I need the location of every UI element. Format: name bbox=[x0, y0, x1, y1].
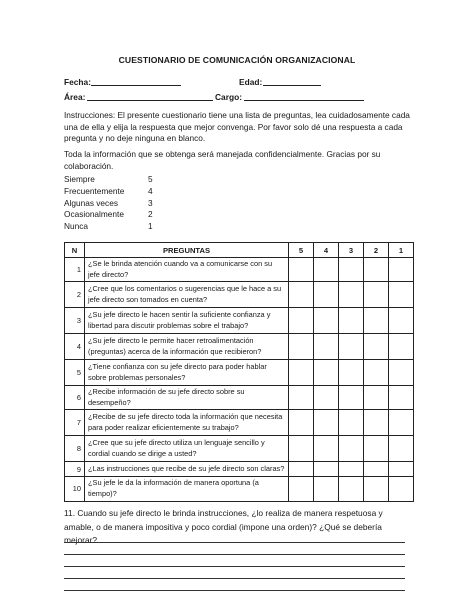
instructions-text: Instrucciones: El presente cuestionario tiene una lista de preguntas, lea cuidadosamente cada una de ella y elija la respuesta que mejor convenga. Por favor solo dé una respuesta a cada pregunta y no deje ninguna en blanco. bbox=[64, 110, 410, 144]
answer-cell-5[interactable] bbox=[289, 410, 314, 436]
scale-row bbox=[64, 198, 164, 210]
answer-cell-5[interactable] bbox=[289, 282, 314, 308]
answer-cell-2[interactable] bbox=[364, 282, 389, 308]
edad-label: Edad: bbox=[239, 77, 263, 87]
answer-cell-3[interactable] bbox=[339, 360, 364, 386]
question-number: 5 bbox=[65, 360, 85, 386]
scale-row bbox=[64, 174, 164, 186]
answer-cell-1[interactable] bbox=[389, 308, 414, 334]
question-text: ¿Las instrucciones que recibe de su jefe directo son claras? bbox=[85, 462, 289, 477]
scale-label: Algunas veces bbox=[64, 197, 118, 208]
rating-scale bbox=[64, 174, 164, 233]
question-11: 11. Cuando su jefe directo le brinda instrucciones, ¿lo realiza de manera respetuosa y amable, o de manera impositiva y poco cordial (impone una orden)? ¿Qué se debería mejorar? bbox=[64, 508, 383, 545]
answer-cell-5[interactable] bbox=[289, 258, 314, 282]
question-number: 3 bbox=[65, 308, 85, 334]
scale-value: 1 bbox=[148, 221, 153, 232]
header-3: 3 bbox=[339, 243, 364, 258]
questions-table bbox=[64, 242, 414, 502]
answer-cell-5[interactable] bbox=[289, 334, 314, 360]
answer-cell-4[interactable] bbox=[314, 386, 339, 410]
confidential-text: Toda la información que se obtenga será manejada confidencialmente. Gracias por su colaboración. bbox=[64, 149, 381, 171]
header-2: 2 bbox=[364, 243, 389, 258]
table-row bbox=[65, 308, 414, 334]
table-row bbox=[65, 282, 414, 308]
answer-cell-5[interactable] bbox=[289, 462, 314, 477]
question-number: 1 bbox=[65, 258, 85, 282]
scale-value: 3 bbox=[148, 197, 153, 208]
table-row bbox=[65, 410, 414, 436]
answer-cell-3[interactable] bbox=[339, 308, 364, 334]
question-text: ¿Se le brinda atención cuando va a comunicarse con su jefe directo? bbox=[85, 258, 289, 282]
answer-cell-4[interactable] bbox=[314, 360, 339, 386]
answer-cell-4[interactable] bbox=[314, 462, 339, 477]
scale-label: Ocasionalmente bbox=[64, 209, 124, 220]
answer-line[interactable] bbox=[64, 542, 405, 543]
answer-cell-3[interactable] bbox=[339, 334, 364, 360]
answer-cell-2[interactable] bbox=[364, 334, 389, 360]
answer-cell-2[interactable] bbox=[364, 436, 389, 462]
answer-line[interactable] bbox=[64, 590, 405, 591]
answer-cell-3[interactable] bbox=[339, 477, 364, 501]
question-number: 4 bbox=[65, 334, 85, 360]
header-1: 1 bbox=[389, 243, 414, 258]
question-text: ¿Recibe de su jefe directo toda la información que necesita para poder realizar eficientemente su trabajo? bbox=[85, 410, 289, 436]
question-text: ¿Su jefe le da la información de manera oportuna (a tiempo)? bbox=[85, 477, 289, 501]
answer-cell-4[interactable] bbox=[314, 410, 339, 436]
scale-row bbox=[64, 209, 164, 221]
header-5: 5 bbox=[289, 243, 314, 258]
answer-line[interactable] bbox=[64, 554, 405, 555]
answer-cell-4[interactable] bbox=[314, 308, 339, 334]
question-text: ¿Cree que su jefe directo utiliza un lenguaje sencillo y cordial cuando se dirige a usted? bbox=[85, 436, 289, 462]
answer-cell-2[interactable] bbox=[364, 360, 389, 386]
answer-cell-3[interactable] bbox=[339, 410, 364, 436]
table-header-row bbox=[65, 243, 414, 258]
question-number: 2 bbox=[65, 282, 85, 308]
answer-cell-1[interactable] bbox=[389, 436, 414, 462]
question-number: 10 bbox=[65, 477, 85, 501]
answer-cell-2[interactable] bbox=[364, 308, 389, 334]
answer-cell-1[interactable] bbox=[389, 282, 414, 308]
table-row bbox=[65, 360, 414, 386]
scale-label: Nunca bbox=[64, 221, 88, 232]
scale-label: Siempre bbox=[64, 174, 95, 184]
header-4: 4 bbox=[314, 243, 339, 258]
page-title: CUESTIONARIO DE COMUNICACIÓN ORGANIZACIONAL bbox=[118, 55, 356, 65]
answer-cell-1[interactable] bbox=[389, 410, 414, 436]
scale-label: Frecuentemente bbox=[64, 185, 125, 196]
question-text: ¿Recibe información de su jefe directo sobre su desempeño? bbox=[85, 386, 289, 410]
answer-cell-1[interactable] bbox=[389, 334, 414, 360]
answer-cell-3[interactable] bbox=[339, 258, 364, 282]
answer-line[interactable] bbox=[64, 578, 405, 579]
answer-cell-5[interactable] bbox=[289, 386, 314, 410]
answer-cell-3[interactable] bbox=[339, 462, 364, 477]
fecha-label: Fecha: bbox=[64, 77, 91, 87]
answer-cell-2[interactable] bbox=[364, 258, 389, 282]
answer-cell-1[interactable] bbox=[389, 360, 414, 386]
question-text: ¿Cree que los comentarios o sugerencias que le hace a su jefe directo son tomados en cuenta? bbox=[85, 282, 289, 308]
question-number: 9 bbox=[65, 462, 85, 477]
answer-line[interactable] bbox=[64, 566, 405, 567]
header-questions: PREGUNTAS bbox=[85, 243, 289, 258]
cargo-field[interactable] bbox=[244, 92, 364, 101]
answer-cell-1[interactable] bbox=[389, 386, 414, 410]
scale-value: 5 bbox=[148, 174, 153, 184]
edad-field[interactable] bbox=[263, 77, 321, 86]
answer-cell-1[interactable] bbox=[389, 462, 414, 477]
area-field[interactable] bbox=[87, 92, 213, 101]
answer-cell-2[interactable] bbox=[364, 462, 389, 477]
question-text: ¿Su jefe directo le permite hacer retroalimentación (preguntas) acerca de la información que recibieron? bbox=[85, 334, 289, 360]
answer-cell-5[interactable] bbox=[289, 308, 314, 334]
answer-cell-3[interactable] bbox=[339, 436, 364, 462]
question-number: 7 bbox=[65, 410, 85, 436]
scale-row bbox=[64, 221, 164, 233]
answer-cell-2[interactable] bbox=[364, 410, 389, 436]
answer-cell-3[interactable] bbox=[339, 282, 364, 308]
header-number: N bbox=[65, 243, 85, 258]
table-row bbox=[65, 258, 414, 282]
scale-value: 4 bbox=[148, 185, 153, 196]
table-row bbox=[65, 436, 414, 462]
question-text: ¿Tiene confianza con su jefe directo para poder hablar sobre problemas personales? bbox=[85, 360, 289, 386]
table-row bbox=[65, 334, 414, 360]
answer-cell-3[interactable] bbox=[339, 386, 364, 410]
answer-cell-2[interactable] bbox=[364, 477, 389, 501]
answer-cell-4[interactable] bbox=[314, 436, 339, 462]
answer-cell-1[interactable] bbox=[389, 477, 414, 501]
fecha-field[interactable] bbox=[91, 77, 181, 86]
answer-cell-4[interactable] bbox=[314, 334, 339, 360]
question-text: ¿Su jefe directo le hacen sentir la suficiente confianza y libertad para discutir problemas sobre el trabajo? bbox=[85, 308, 289, 334]
area-label: Área: bbox=[64, 92, 86, 102]
answer-cell-2[interactable] bbox=[364, 386, 389, 410]
answer-cell-4[interactable] bbox=[314, 477, 339, 501]
question-number: 6 bbox=[65, 386, 85, 410]
answer-cell-4[interactable] bbox=[314, 258, 339, 282]
question-number: 8 bbox=[65, 436, 85, 462]
answer-cell-5[interactable] bbox=[289, 436, 314, 462]
scale-row bbox=[64, 186, 164, 198]
answer-cell-5[interactable] bbox=[289, 477, 314, 501]
cargo-label: Cargo: bbox=[215, 92, 242, 102]
table-row bbox=[65, 386, 414, 410]
answer-cell-4[interactable] bbox=[314, 282, 339, 308]
answer-cell-1[interactable] bbox=[389, 258, 414, 282]
table-row bbox=[65, 462, 414, 477]
scale-value: 2 bbox=[148, 209, 153, 220]
answer-cell-5[interactable] bbox=[289, 360, 314, 386]
table-row bbox=[65, 477, 414, 501]
